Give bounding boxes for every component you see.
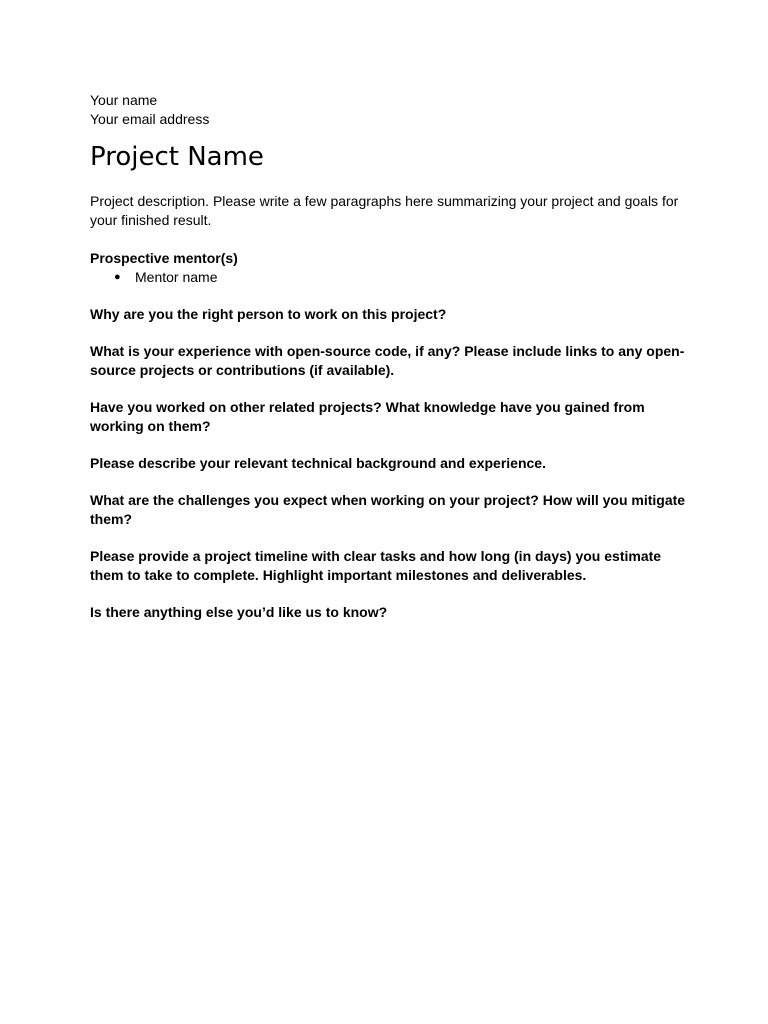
question-technical-background: Please describe your relevant technical background and experience.	[90, 455, 546, 471]
question-anything-else: Is there anything else you’d like us to know?	[90, 604, 388, 620]
question-timeline: Please provide a project timeline with clear tasks and how long (in days) you estimate them to take to complete. Highlight important milestones and deliverables.	[90, 548, 662, 583]
mentors-label: Prospective mentor(s)	[90, 250, 238, 266]
project-description: Project description. Please write a few paragraphs here summarizing your project and goals for your finished result.	[90, 193, 679, 228]
mentor-list-item	[90, 268, 690, 287]
mentor-name: Mentor name	[135, 269, 218, 285]
question-related-projects: Have you worked on other related projects? What knowledge have you gained from working on them?	[90, 399, 645, 434]
mentor-list	[90, 268, 690, 287]
bullet-icon: ●	[114, 271, 121, 283]
document-page	[90, 91, 690, 622]
project-title: Project Name	[90, 142, 264, 172]
question-challenges: What are the challenges you expect when working on your project? How will you mitigate them?	[90, 492, 686, 527]
question-open-source-experience: What is your experience with open-source code, if any? Please include links to any open-source projects or contributions (if available).	[90, 343, 685, 378]
your-name-text: Your name	[90, 92, 158, 108]
your-email-text: Your email address	[90, 111, 210, 127]
question-right-person: Why are you the right person to work on this project?	[90, 306, 447, 322]
